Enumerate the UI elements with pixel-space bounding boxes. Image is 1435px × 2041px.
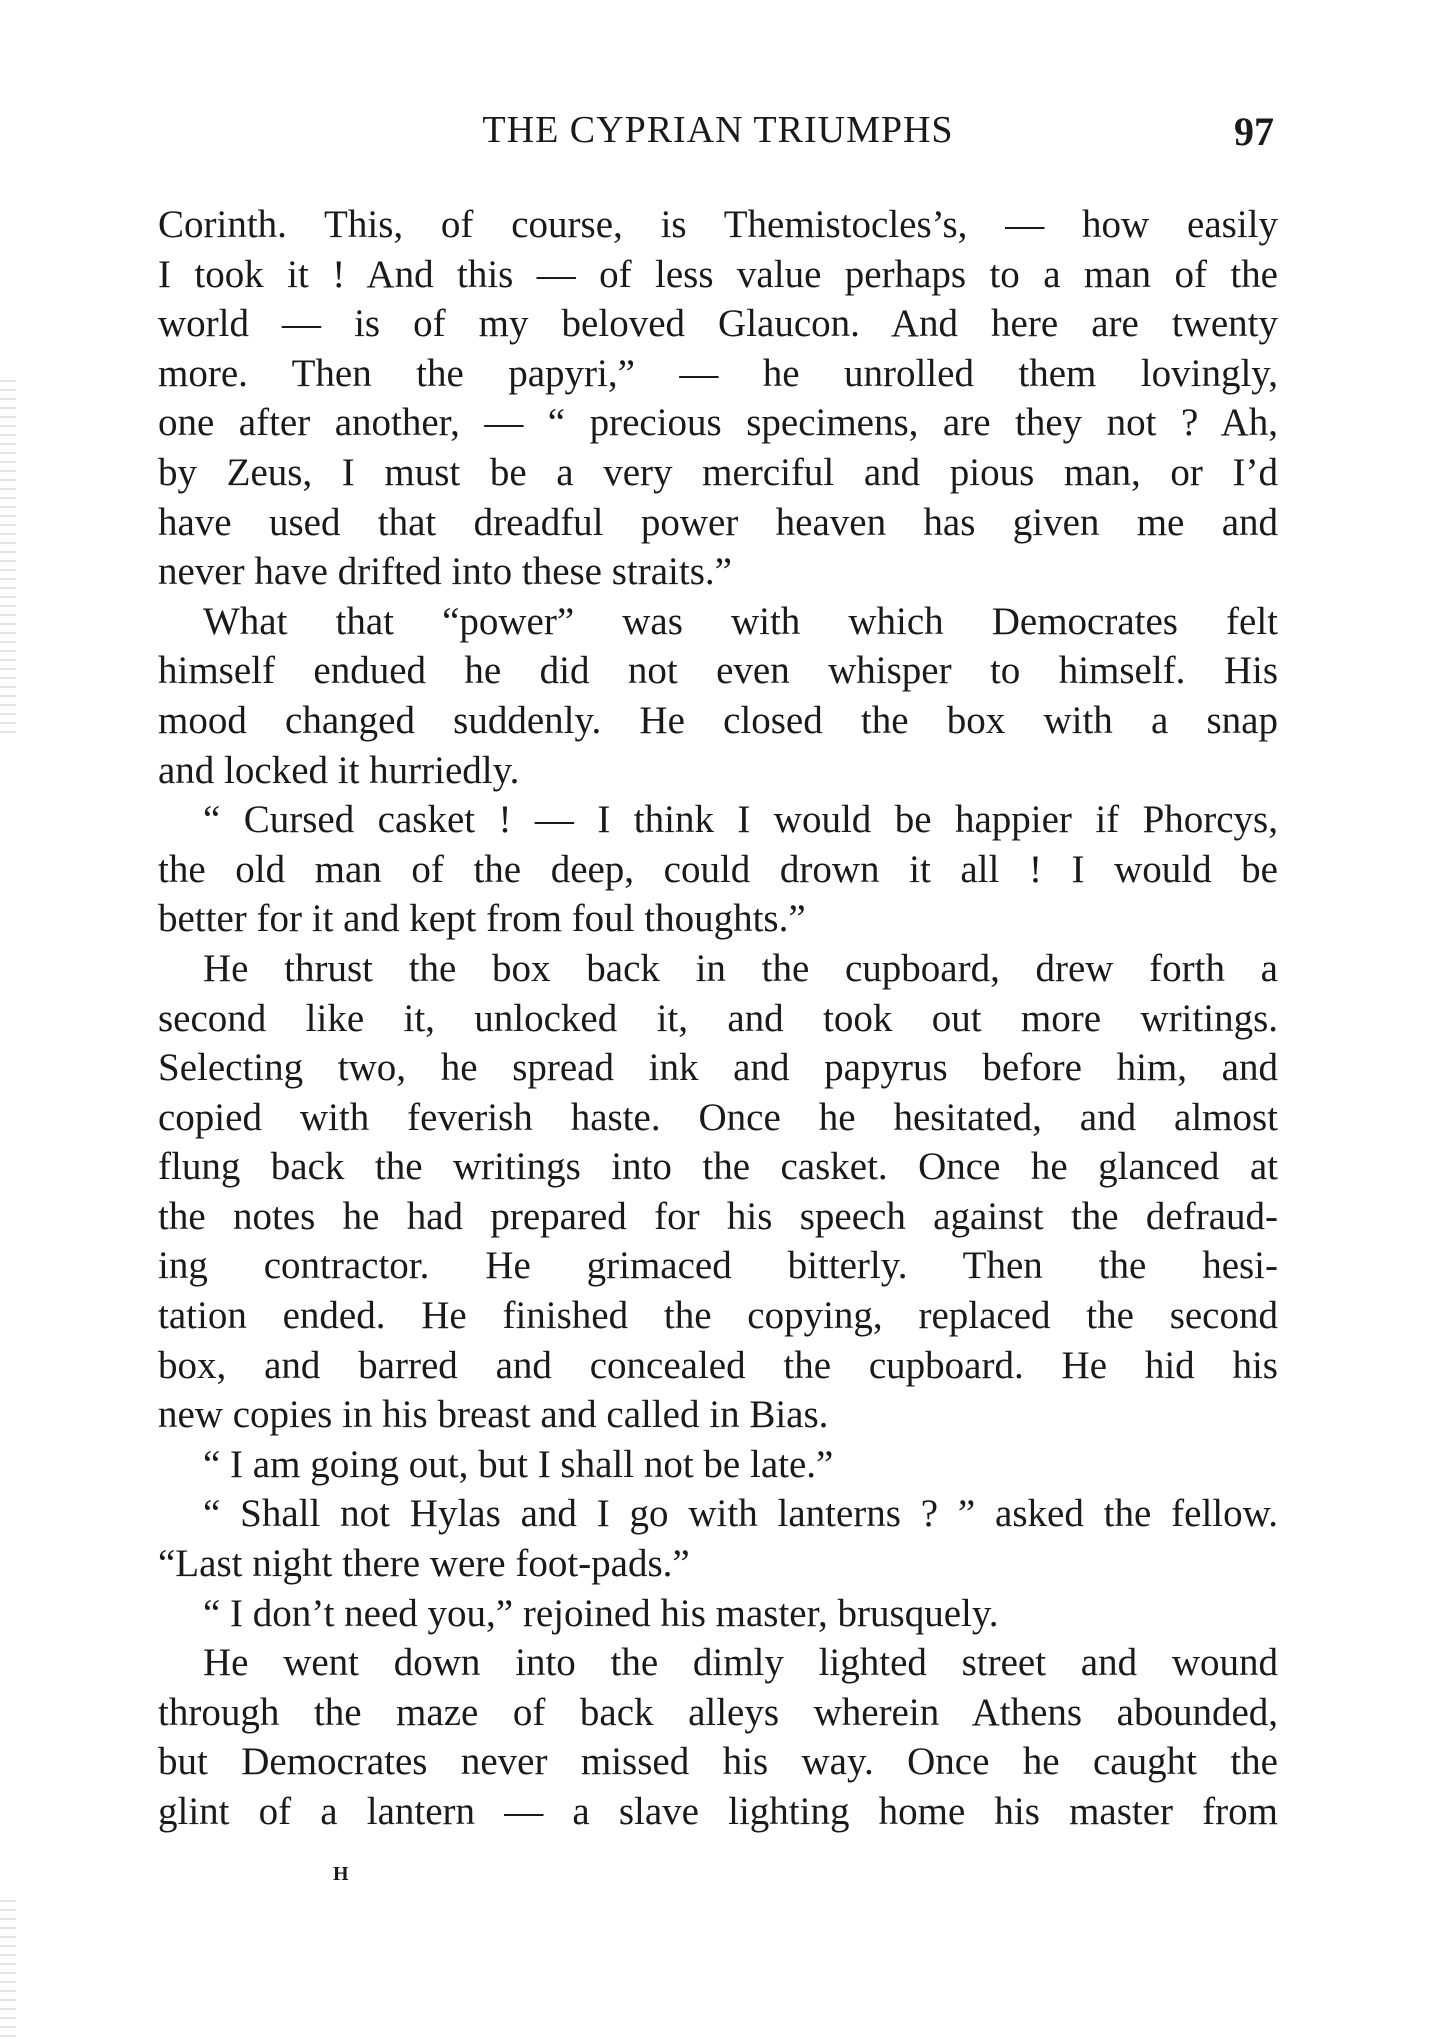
text-line: “ I am going out, but I shall not be late.” xyxy=(203,1442,834,1486)
text-line: glint of a lantern — a slave lighting home his master from xyxy=(158,1790,1278,1833)
running-title: THE CYPRIAN TRIUMPHS xyxy=(482,109,954,151)
signature-mark: H xyxy=(333,1863,349,1885)
text-line: have used that dreadful power heaven has given me and xyxy=(158,500,1278,544)
text-line: by Zeus, I must be a very merciful and pious man, or I’d xyxy=(158,450,1278,494)
text-line: second like it, unlocked it, and took out more writings. xyxy=(158,996,1278,1040)
text-line: He thrust the box back in the cupboard, drew forth a xyxy=(203,946,1278,990)
text-line: the old man of the deep, could drown it all ! I would be xyxy=(158,847,1278,891)
text-line: He went down into the dimly lighted street and wound xyxy=(203,1641,1278,1685)
text-line: through the maze of back alleys wherein Athens abounded, xyxy=(158,1690,1278,1734)
text-line: I took it ! And this — of less value perhaps to a man of the xyxy=(158,252,1278,296)
text-line: “ I don’t need you,” rejoined his master, brusquely. xyxy=(203,1591,999,1635)
text-line: mood changed suddenly. He closed the box with a snap xyxy=(158,698,1278,742)
text-line: “ Shall not Hylas and I go with lanterns ? ” asked the fellow. xyxy=(203,1492,1278,1536)
text-line: new copies in his breast and called in Bias. xyxy=(158,1393,829,1437)
text-line: box, and barred and concealed the cupboard. He hid his xyxy=(158,1343,1278,1387)
text-line: copied with feverish haste. Once he hesitated, and almost xyxy=(158,1095,1278,1139)
text-line: more. Then the papyri,” — he unrolled them lovingly, xyxy=(158,351,1278,395)
body-text xyxy=(158,200,1278,1837)
margin-speckle xyxy=(0,380,16,740)
text-line: better for it and kept from foul thoughts.” xyxy=(158,897,806,941)
text-line: ing contractor. He grimaced bitterly. Then the hesi- xyxy=(158,1244,1278,1288)
margin-speckle-lower xyxy=(0,1900,16,2040)
text-line: the notes he had prepared for his speech against the defraud- xyxy=(158,1194,1278,1238)
page-number: 97 xyxy=(1234,109,1274,154)
text-line: Corinth. This, of course, is Themistocles’s, — how easily xyxy=(158,203,1278,246)
text-line: Selecting two, he spread ink and papyrus before him, and xyxy=(158,1046,1278,1090)
text-line: himself endued he did not even whisper to himself. His xyxy=(158,649,1278,693)
running-head xyxy=(158,108,1278,168)
text-line: never have drifted into these straits.” xyxy=(158,550,732,594)
text-line: “ Cursed casket ! — I think I would be happier if Phorcys, xyxy=(203,798,1278,842)
text-line: flung back the writings into the casket. Once he glanced at xyxy=(158,1145,1278,1189)
text-line: but Democrates never missed his way. Once he caught the xyxy=(158,1740,1278,1784)
text-line: and locked it hurriedly. xyxy=(158,748,520,792)
text-line: one after another, — “ precious specimens, are they not ? Ah, xyxy=(158,401,1278,445)
text-line: tation ended. He finished the copying, replaced the second xyxy=(158,1294,1278,1338)
text-line: “Last night there were foot-pads.” xyxy=(158,1542,690,1586)
text-line: What that “power” was with which Democrates felt xyxy=(203,599,1278,643)
text-line: world — is of my beloved Glaucon. And here are twenty xyxy=(158,302,1278,346)
